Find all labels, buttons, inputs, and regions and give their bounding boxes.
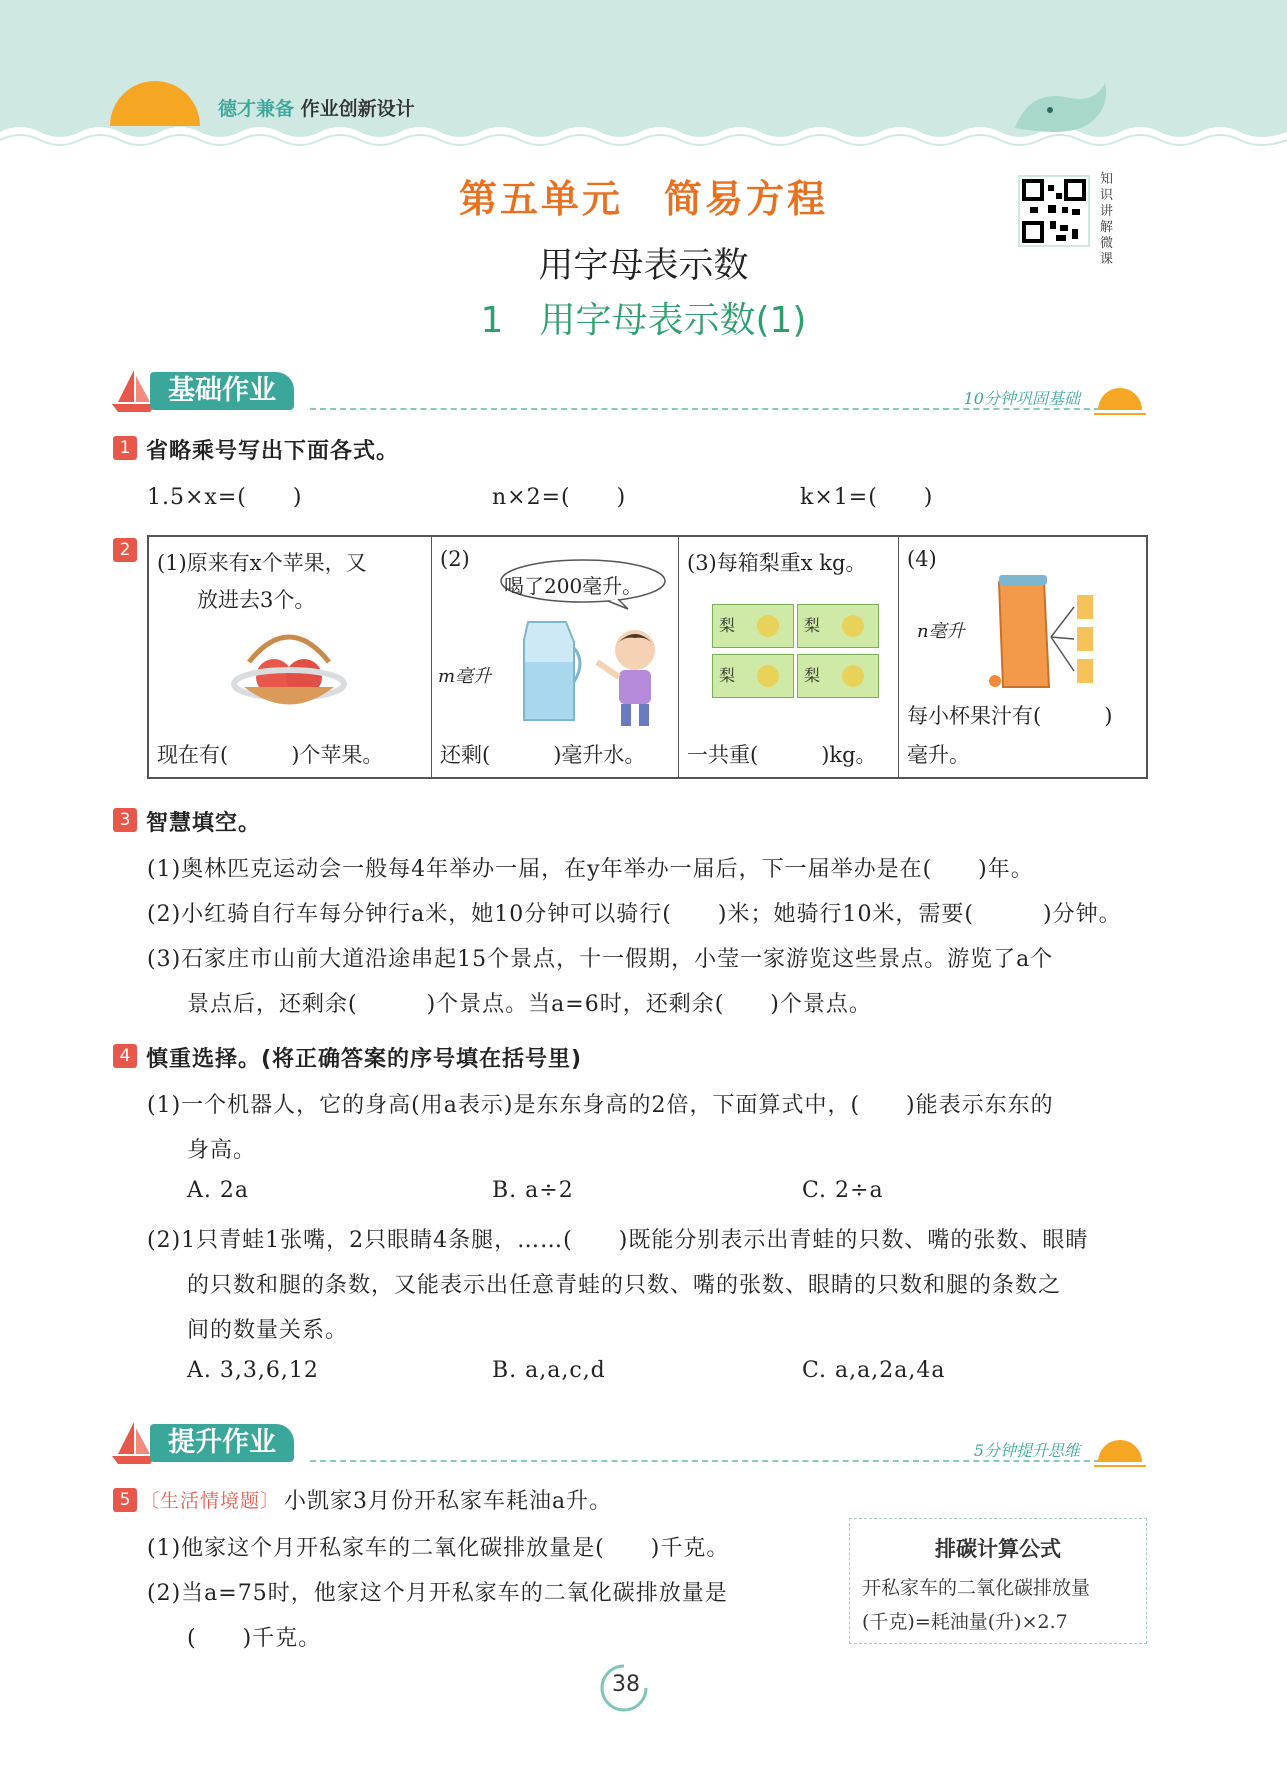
q5-line-2: (2)当a=75时，他家这个月开私家车的二氧化碳排放量是 [147,1581,728,1606]
question-number: 3 [113,808,137,832]
formula-box [849,1518,1147,1644]
juice-pitcher-icon [989,567,1109,697]
q2-cell-text: (1)原来有x个苹果，又 [157,551,367,575]
q1-item-2: n×2=( ) [492,485,627,510]
formula-line-2: (千克)=耗油量(升)×2.7 [862,1611,1068,1633]
q4-p1-line-2: 身高。 [187,1138,257,1163]
whale-icon [1010,78,1120,138]
q5-line-3: ( )千克。 [187,1626,322,1651]
pear-icon [757,665,779,687]
q1-item-3: k×1=( ) [800,485,934,510]
q5-tag: 〔生活情境题〕 [140,1490,281,1512]
sun-icon [1090,1428,1150,1468]
section-hint: 5分钟提升思维 [973,1441,1080,1460]
q2-cell-text: (2) [440,547,470,571]
q4-p1-line-1: (1)一个机器人，它的身高(用a表示)是东东身高的2倍，下面算式中，( )能表示东东的 [147,1093,1054,1118]
q3-line-3: (3)石家庄市山前大道沿途串起15个景点，十一假期，小莹一家游览这些景点。游览了a个 [147,947,1054,972]
q2-cell-juice [899,537,1146,777]
q2-table [147,535,1148,779]
section-hint: 10分钟巩固基础 [963,389,1080,408]
pear-box: 梨 [797,604,879,648]
section-basic [110,366,1150,422]
child-icon [587,622,667,732]
q4-p2-option-a[interactable]: A. 3,3,6,12 [187,1358,319,1383]
q2-cell-answer: 现在有( )个苹果。 [157,743,384,767]
q4-p1-option-c[interactable]: C. 2÷a [802,1178,884,1203]
q3-line-4: 景点后，还剩余( )个景点。当a=6时，还剩余( )个景点。 [187,992,872,1017]
q1-item-1: 1.5×x=( ) [147,485,303,510]
q2-cell-text: (4) [907,547,937,571]
section-label: 基础作业 [150,372,294,410]
pear-icon [842,665,864,687]
qr-code-icon[interactable] [1018,175,1090,247]
q2-side-label: n毫升 [917,621,965,642]
q2-cell-water [432,537,679,777]
q4-p2-line-2: 的只数和腿的条数，又能表示出任意青蛙的只数、嘴的张数、眼睛的只数和腿的条数之 [187,1273,1062,1298]
q2-cell-text: (3)每箱梨重x kg。 [687,551,867,575]
pear-icon [842,615,864,637]
speech-bubble-text: 喝了200毫升。 [504,574,643,598]
q2-cell-answer: 还剩( )毫升水。 [440,743,646,767]
q4-p2-line-1: (2)1只青蛙1张嘴，2只眼睛4条腿，……( )既能分别表示出青蛙的只数、嘴的张数、眼睛 [147,1228,1089,1253]
question-number: 4 [113,1044,137,1068]
page-header [0,0,1287,150]
page-number: 38 [612,1672,640,1697]
q2-cell-answer: 每小杯果汁有( ) [907,704,1113,728]
q2-side-label: m毫升 [438,666,492,687]
brand-text: 德才兼备 作业创新设计 [218,98,415,120]
question-heading: 省略乘号写出下面各式。 [146,439,400,464]
section-label: 提升作业 [150,1424,294,1462]
q4-p2-option-b[interactable]: B. a,a,c,d [492,1358,606,1383]
pear-box: 梨 [797,654,879,698]
question-number: 5 [113,1488,137,1512]
q3-line-1: (1)奥林匹克运动会一般每4年举办一届，在y年举办一届后，下一届举办是在( )年。 [147,857,1034,882]
sun-logo-icon [105,60,205,130]
q5-line-1: (1)他家这个月开私家车的二氧化碳排放量是( )千克。 [147,1536,730,1561]
q4-p2-option-c[interactable]: C. a,a,2a,4a [802,1358,946,1383]
q2-cell-pears [679,537,899,777]
q2-cell-apples [149,537,432,777]
pear-icon [757,615,779,637]
section-advanced [110,1418,1150,1474]
question-number: 1 [113,436,137,460]
topic-title: 用字母表示数 [538,246,749,286]
q2-cell-text: 放进去3个。 [197,588,316,612]
pear-box: 梨 [712,654,794,698]
q2-cell-answer: 毫升。 [907,743,970,767]
qr-label: 知识讲解微课 [1100,172,1114,267]
pear-box: 梨 [712,604,794,648]
q4-p1-option-b[interactable]: B. a÷2 [492,1178,574,1203]
formula-title: 排碳计算公式 [935,1537,1061,1561]
unit-title: 第五单元 简易方程 [458,177,828,221]
q2-cell-answer: 一共重( )kg。 [687,743,877,767]
question-heading: 智慧填空。 [146,811,262,836]
q4-p2-line-3: 间的数量关系。 [187,1318,349,1343]
apple-basket-icon [229,622,349,722]
q3-line-2: (2)小红骑自行车每分钟行a米，她10分钟可以骑行( )米；她骑行10米，需要( )分钟。 [147,902,1122,927]
water-jug-icon [516,612,586,727]
sun-icon [1090,376,1150,416]
formula-line-1: 开私家车的二氧化碳排放量 [862,1577,1091,1599]
question-heading: 慎重选择。(将正确答案的序号填在括号里) [146,1047,583,1072]
lesson-title: 1 用字母表示数(1) [480,300,807,341]
question-number: 2 [113,538,137,562]
q5-heading: 小凯家3月份开私家车耗油a升。 [284,1489,613,1514]
q4-p1-option-a[interactable]: A. 2a [187,1178,249,1203]
